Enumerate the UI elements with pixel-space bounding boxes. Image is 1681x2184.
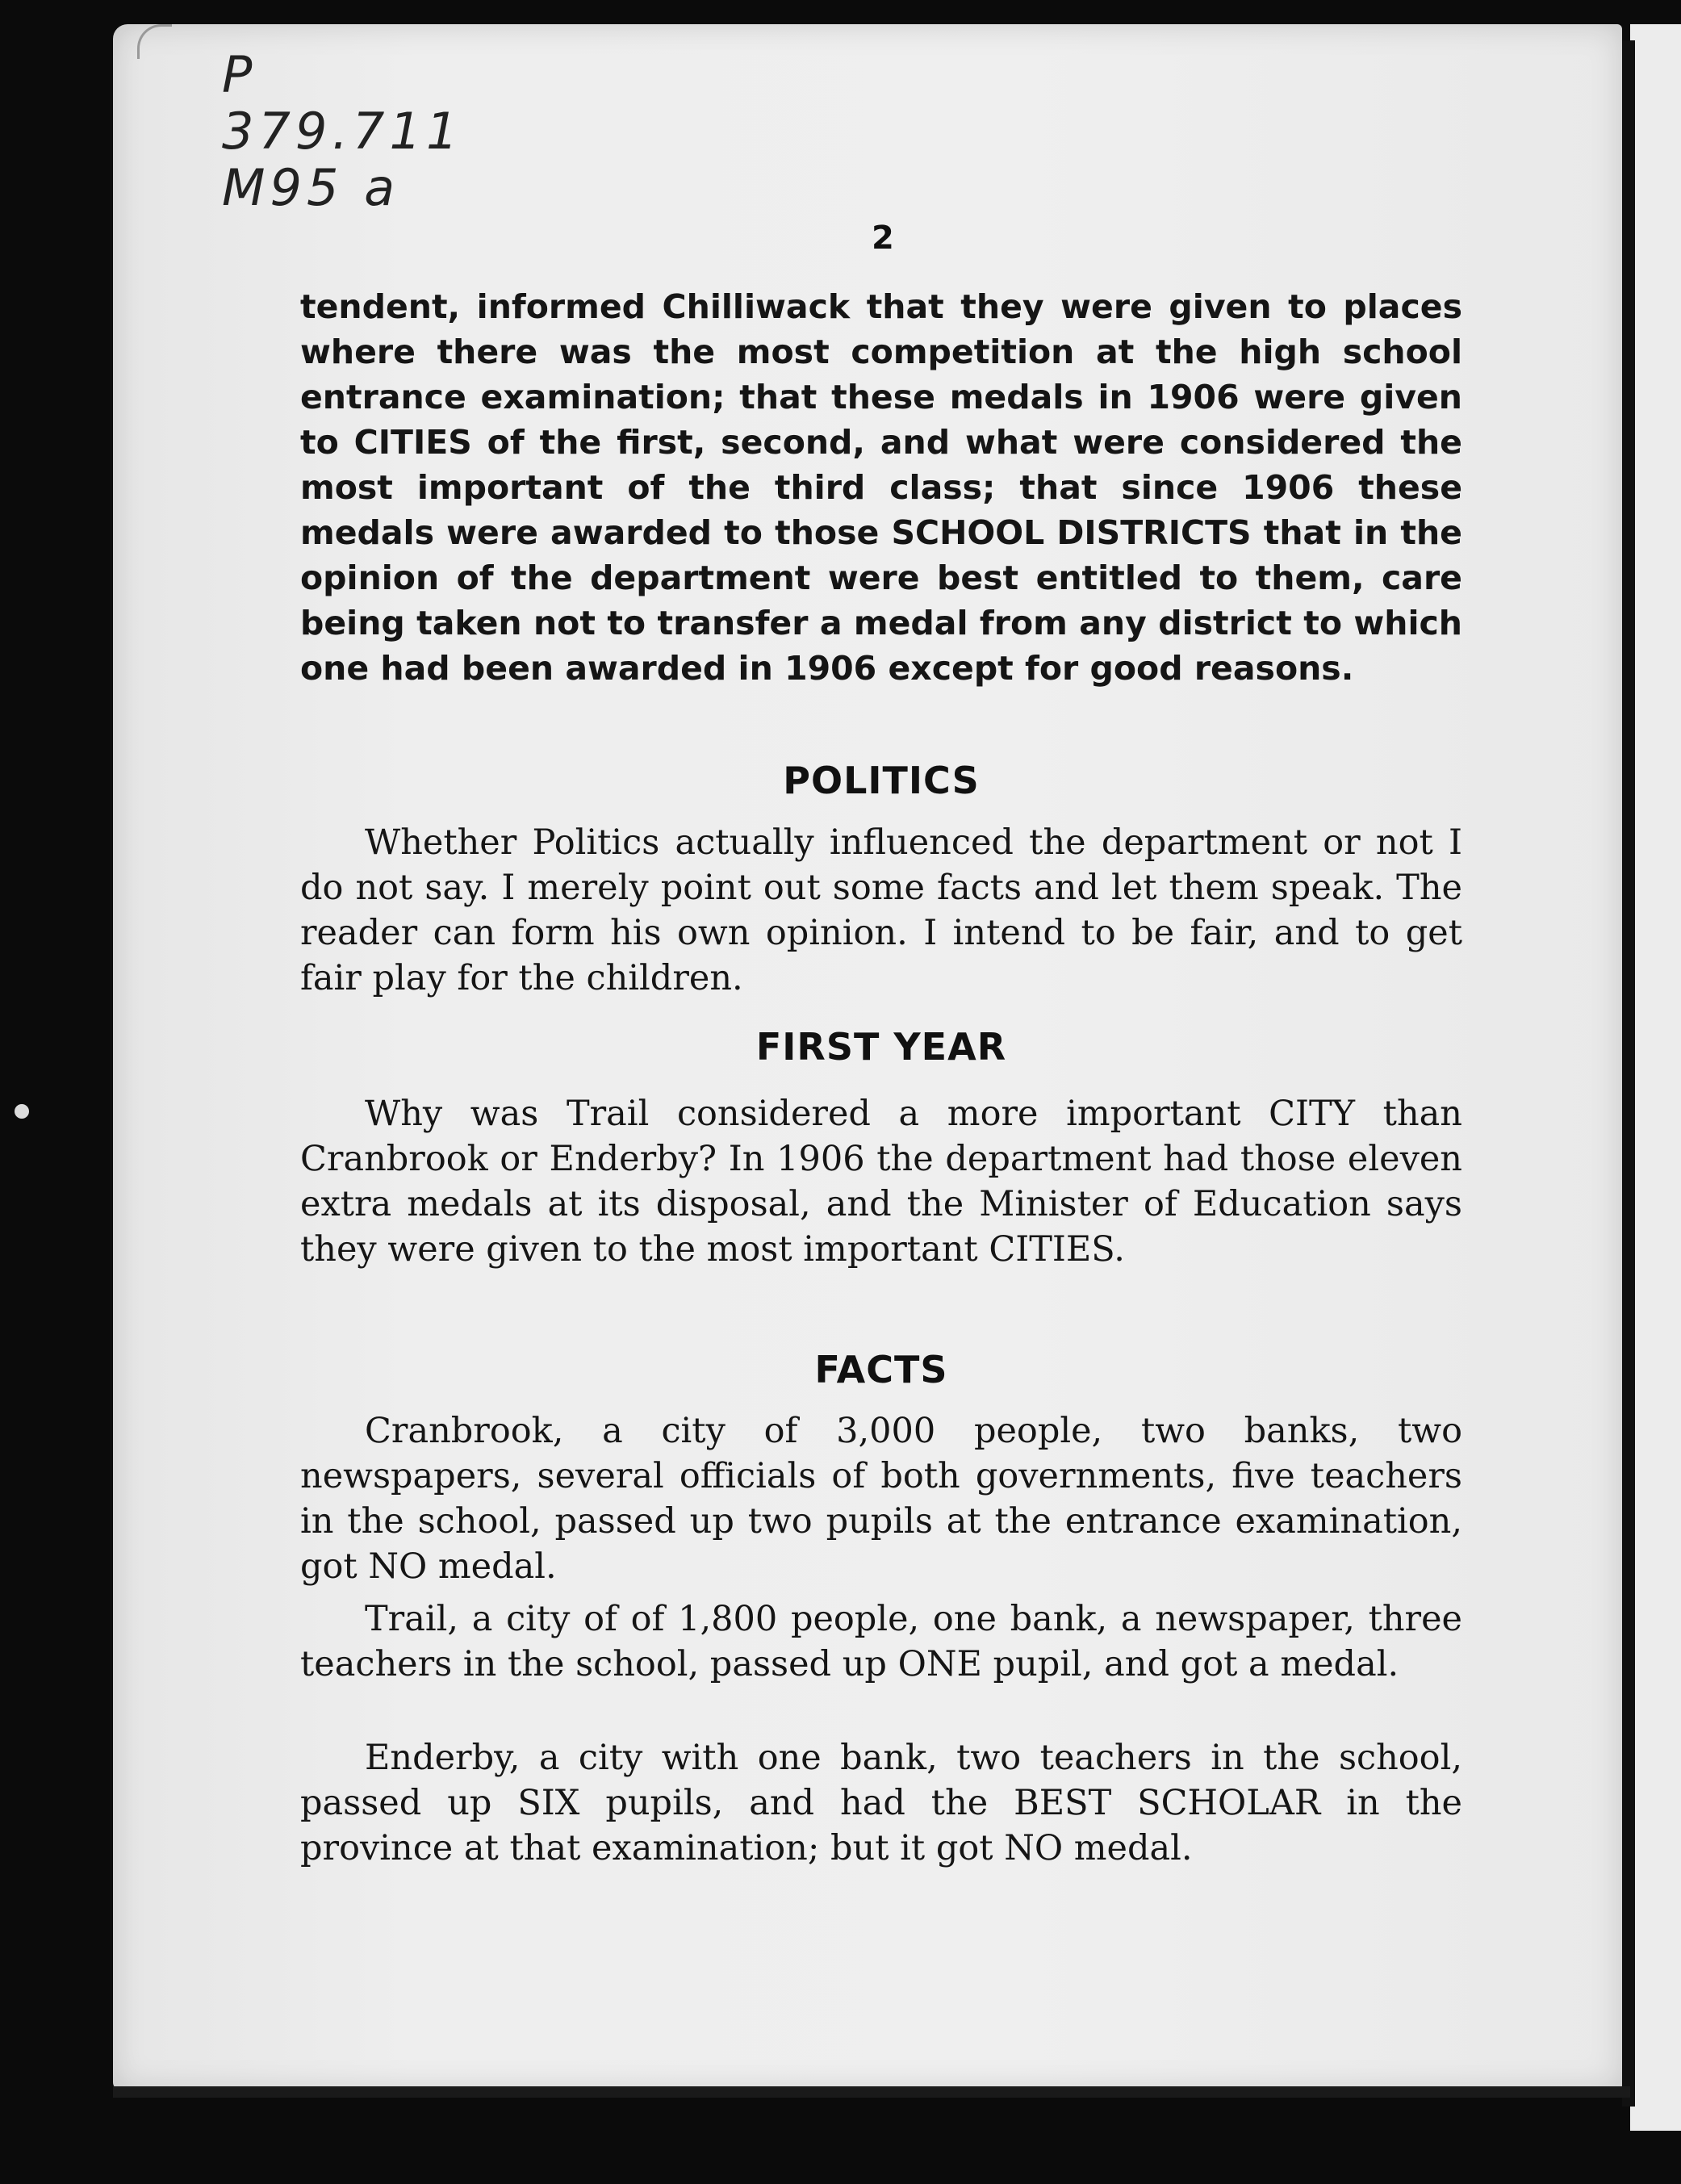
page-gutter bbox=[1622, 40, 1635, 2107]
facts-paragraph-enderby: Enderby, a city with one bank, two teachers in the school, passed up SIX pupils, and had the BEST SCHOLAR in the province at that examination; but it got NO medal. bbox=[300, 1738, 1462, 1868]
handwritten-call-number bbox=[222, 47, 462, 216]
call-number-line-3: M95 a bbox=[222, 158, 400, 217]
call-number-line-1: P bbox=[222, 45, 257, 104]
scan-artifact-dot bbox=[15, 1104, 29, 1119]
politics-paragraph: Whether Politics actually influenced the department or not I do not say. I merely point out some facts and let them speak. The reader can form his own opinion. I intend to be fair, and to get fair play for the children. bbox=[300, 822, 1462, 998]
facts-paragraph-trail: Trail, a city of of 1,800 people, one bank, a newspaper, three teachers in the school, passed up ONE pupil, and got a medal. bbox=[300, 1599, 1462, 1684]
intro-paragraph: tendent, informed Chilliwack that they were given to places where there was the most competition at the high school entrance examination; that these medals in 1906 were given to CITIES of the first, second, and what were considered the most important of the third class; that since 1906 these medals were awarded to those SCHOOL DISTRICTS that in the opinion of the department were best entitled to them, care being taken not to transfer a medal from any district to which one had been awarded in 1906 except for good reasons. bbox=[300, 287, 1462, 688]
call-number-line-2: 379.711 bbox=[222, 102, 463, 161]
first-year-paragraph: Why was Trail considered a more important CITY than Cranbrook or Enderby? In 1906 the department had those eleven extra medals at its disposal, and the Minister of Education says they were given to the most important CITIES. bbox=[300, 1094, 1462, 1270]
heading-first-year: FIRST YEAR bbox=[755, 1025, 1007, 1069]
page-number: 2 bbox=[872, 220, 894, 257]
heading-politics: POLITICS bbox=[783, 759, 980, 802]
adjacent-page-edge bbox=[1630, 24, 1681, 2131]
facts-paragraph-cranbrook: Cranbrook, a city of 3,000 people, two banks, two newspapers, several officials of both governments, five teachers in the school, passed up two pupils at the entrance examination, got NO medal. bbox=[300, 1411, 1462, 1587]
heading-facts: FACTS bbox=[814, 1348, 948, 1391]
page-bottom-shadow bbox=[113, 2086, 1630, 2098]
